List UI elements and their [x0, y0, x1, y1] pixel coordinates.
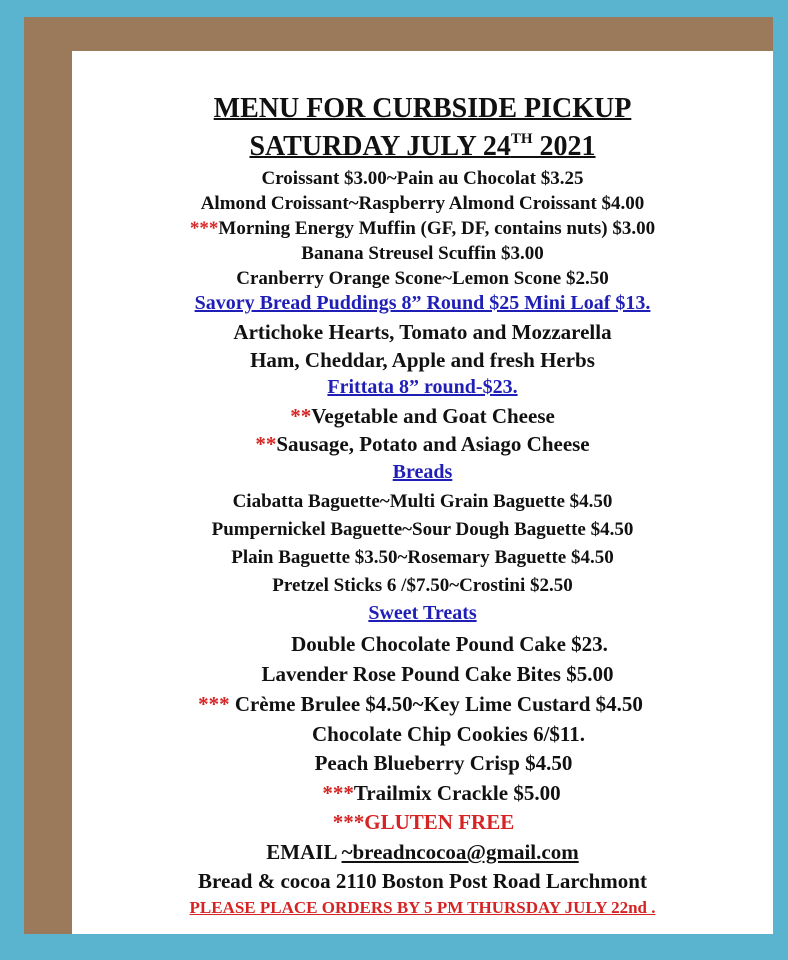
bread-line-4: Pretzel Sticks 6 /$7.50~Crostini $2.50	[272, 575, 573, 596]
pastry-line-5: Cranberry Orange Scone~Lemon Scone $2.50	[236, 268, 609, 289]
title-line-1: MENU FOR CURBSIDE PICKUP	[213, 93, 632, 124]
email-label: EMAIL	[266, 840, 342, 864]
pastry-line-2: Almond Croissant~Raspberry Almond Croissant $4.00	[200, 193, 645, 214]
gluten-free-marker: ***	[198, 692, 235, 716]
frittata-line-1-text: Vegetable and Goat Cheese	[311, 404, 555, 428]
frittata-line-2	[72, 432, 773, 457]
pastry-line-4: Banana Streusel Scuffin $3.00	[301, 243, 544, 264]
brown-frame	[24, 17, 773, 934]
bread-line-1: Ciabatta Baguette~Multi Grain Baguette $4.50	[232, 491, 613, 512]
sweet-line-5: Peach Blueberry Crisp $4.50	[314, 751, 573, 775]
muffin-text: Morning Energy Muffin (GF, DF, contains nuts) $3.00	[218, 218, 656, 239]
menu-date	[72, 131, 773, 163]
bread-line-3: Plain Baguette $3.50~Rosemary Baguette $4.50	[231, 547, 614, 568]
gluten-free-marker: ***	[189, 218, 219, 239]
bread-line-2: Pumpernickel Baguette~Sour Dough Baguette $4.50	[211, 519, 634, 540]
frittata-line-2-text: Sausage, Potato and Asiago Cheese	[276, 432, 590, 456]
sweet-line-4: Chocolate Chip Cookies 6/$11.	[311, 722, 586, 746]
address-line: Bread & cocoa 2110 Boston Post Road Larchmont	[198, 869, 647, 893]
breads-heading: Breads	[392, 461, 453, 483]
sweet-line-3	[70, 692, 771, 717]
sweet-line-1: Double Chocolate Pound Cake $23.	[291, 632, 608, 656]
menu-title	[72, 93, 773, 125]
sweet-line-2: Lavender Rose Pound Cake Bites $5.00	[261, 662, 614, 686]
gluten-free-marker: **	[290, 404, 312, 428]
pudding-line-2: Ham, Cheddar, Apple and fresh Herbs	[250, 348, 595, 372]
order-deadline: PLEASE PLACE ORDERS BY 5 PM THURSDAY JULY 22nd .	[189, 898, 656, 917]
frittata-line-1	[72, 404, 773, 429]
gluten-free-note: ***GLUTEN FREE	[332, 810, 515, 834]
gluten-free-marker: **	[255, 432, 277, 456]
email-link[interactable]: ~breadncocoa@gmail.com	[341, 840, 579, 864]
bread-puddings-heading: Savory Bread Puddings 8” Round $25 Mini Loaf $13.	[194, 292, 651, 314]
email-line	[72, 840, 773, 865]
menu-sheet	[72, 51, 773, 934]
date-superscript: TH	[510, 131, 533, 147]
pudding-line-1: Artichoke Hearts, Tomato and Mozzarella	[233, 320, 612, 344]
sweet-treats-heading: Sweet Treats	[368, 602, 477, 624]
sweet-line-6	[91, 781, 788, 806]
pastry-line-1: Croissant $3.00~Pain au Chocolat $3.25	[261, 168, 584, 189]
pastry-line-3	[72, 218, 773, 240]
gluten-free-marker: ***	[322, 781, 354, 805]
date-day: SATURDAY JULY 24	[249, 131, 511, 162]
date-year: 2021	[532, 131, 596, 162]
frittata-heading: Frittata 8” round-$23.	[327, 376, 518, 398]
sweet-line-3-text: Crème Brulee $4.50~Key Lime Custard $4.50	[234, 692, 643, 716]
sweet-line-6-text: Trailmix Crackle $5.00	[353, 781, 561, 805]
